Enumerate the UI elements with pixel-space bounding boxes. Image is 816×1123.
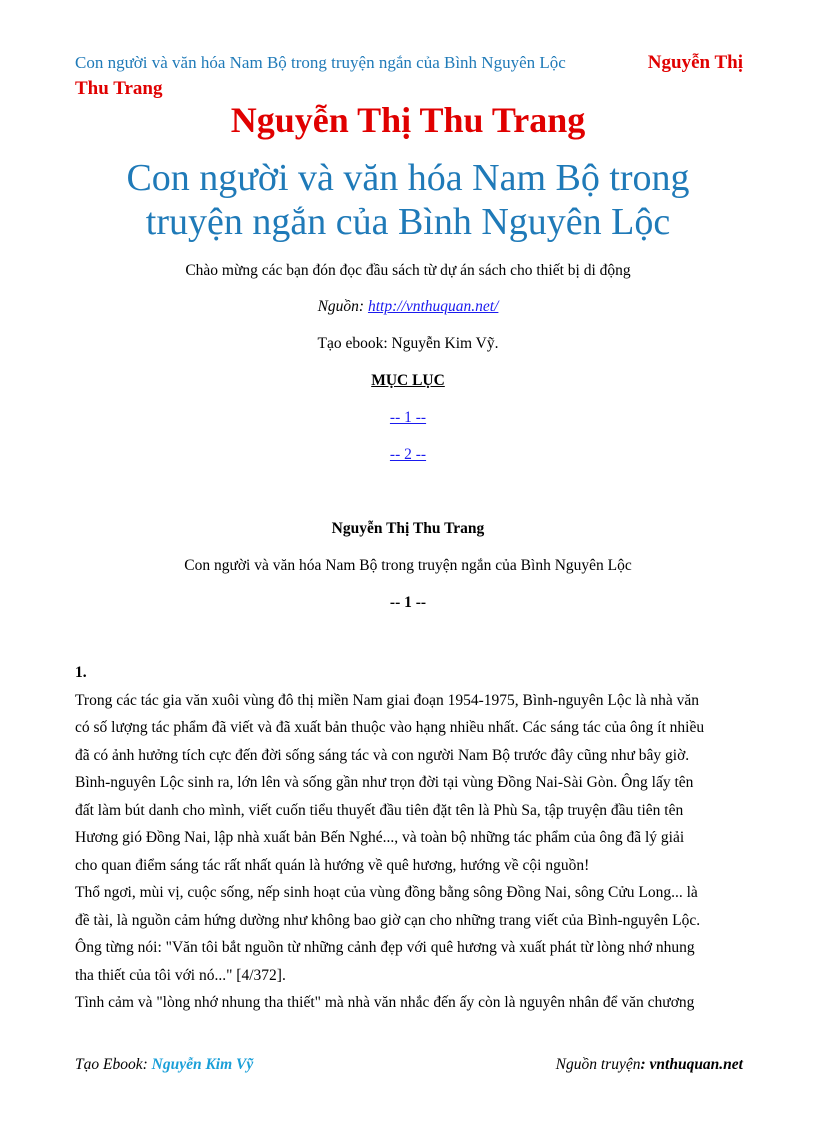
page-footer [75,1055,743,1075]
chapter-marker: -- 1 -- [389,594,427,611]
toc-link-1[interactable]: -- 1 -- [389,409,427,426]
body-line: tha thiết của tôi với nó..." [4/372]. [75,966,286,984]
body-line: đất làm bút danh cho mình, viết cuốn tiểu thuyết đầu tiên đặt tên là Phù Sa, tập truyện đầu tiên tên [75,801,684,819]
source-label: Nguồn: [317,298,368,315]
body-line: Trong các tác gia văn xuôi vùng đô thị miền Nam giai đoạn 1954-1975, Bình-nguyên Lộc là nhà văn [75,691,700,709]
toc-link-2[interactable]: -- 2 -- [389,446,427,463]
chapter-body [75,659,743,1017]
body-line: đã có ảnh hưởng tích cực đến đời sống sáng tác và con người Nam Bộ trước đây cũng như bây giờ. [75,746,690,764]
footer-ebook-sep: : [142,1056,152,1073]
welcome-text: Chào mừng các bạn đón đọc đầu sách từ dự án sách cho thiết bị di động [185,262,631,279]
body-line: cho quan điểm sáng tác rất nhất quán là hướng về quê hương, hướng về cội nguồn! [75,856,590,874]
document-book-title [95,156,721,244]
book-title-line-2: truyện ngắn của Bình Nguyên Lộc [145,201,671,243]
footer-source [556,1055,743,1075]
body-line: Ông từng nói: "Văn tôi bắt nguồn từ những cảnh đẹp với quê hương và xuất phát từ lòng nhớ nhung [75,939,695,956]
toc-title [0,371,816,391]
section-book-title: Con người và văn hóa Nam Bộ trong truyện ngắn của Bình Nguyên Lộc [184,557,632,574]
document-author-title: Nguyễn Thị Thu Trang [230,100,586,140]
footer-source-label: Nguồn truyện [555,1056,641,1073]
body-line: Tình cảm và "lòng nhớ nhung tha thiết" mà nhà văn nhắc đến ấy còn là nguyên nhân để văn chương [75,994,695,1011]
toc-item-2 [0,445,816,465]
toc-heading: MỤC LỤC [371,372,445,389]
header-author-first: Nguyễn Thị [647,52,743,73]
book-title-line-1: Con người và văn hóa Nam Bộ trong [126,157,690,199]
ebook-credit: Tạo ebook: Nguyễn Kim Vỹ. [317,335,499,352]
header-topic: Con người và văn hóa Nam Bộ trong truyện ngắn của Bình Nguyên Lộc [75,53,566,72]
body-line: Hương gió Đồng Nai, lập nhà xuất bản Bến Nghé..., và toàn bộ những tác phẩm của ông đã lý giải [75,829,685,846]
body-line: đề tài, là nguồn cảm hứng dường như không bao giờ cạn cho những trang viết của Bình-nguyên Lộc. [75,911,701,929]
body-line: Thổ ngơi, mùi vị, cuộc sống, nếp sinh hoạt của vùng đồng bằng sông Đồng Nai, sông Cửu Long... là [75,884,698,901]
toc-item-1 [0,408,816,428]
body-line: Bình-nguyên Lộc sinh ra, lớn lên và sống gần như trọn đời tại vùng Đồng Nai-Sài Gòn. Ông lấy tên [75,774,694,791]
footer-source-sep: : [640,1056,650,1073]
body-line: có số lượng tác phẩm đã viết và đã xuất bản thuộc vào hạng nhiều nhất. Các sáng tác của ông ít nhiều [75,719,705,736]
page-header [75,50,743,102]
section-author: Nguyễn Thị Thu Trang [331,520,485,537]
header-author-rest: Thu Trang [75,78,163,99]
footer-ebook-label: Tạo Ebook [75,1056,143,1073]
body-heading: 1. [75,664,87,681]
footer-ebook-name: Nguyễn Kim Vỹ [151,1056,254,1073]
source-line [0,297,816,317]
footer-source-site: vnthuquan.net [649,1056,743,1073]
source-link[interactable]: http://vnthuquan.net/ [367,298,499,315]
